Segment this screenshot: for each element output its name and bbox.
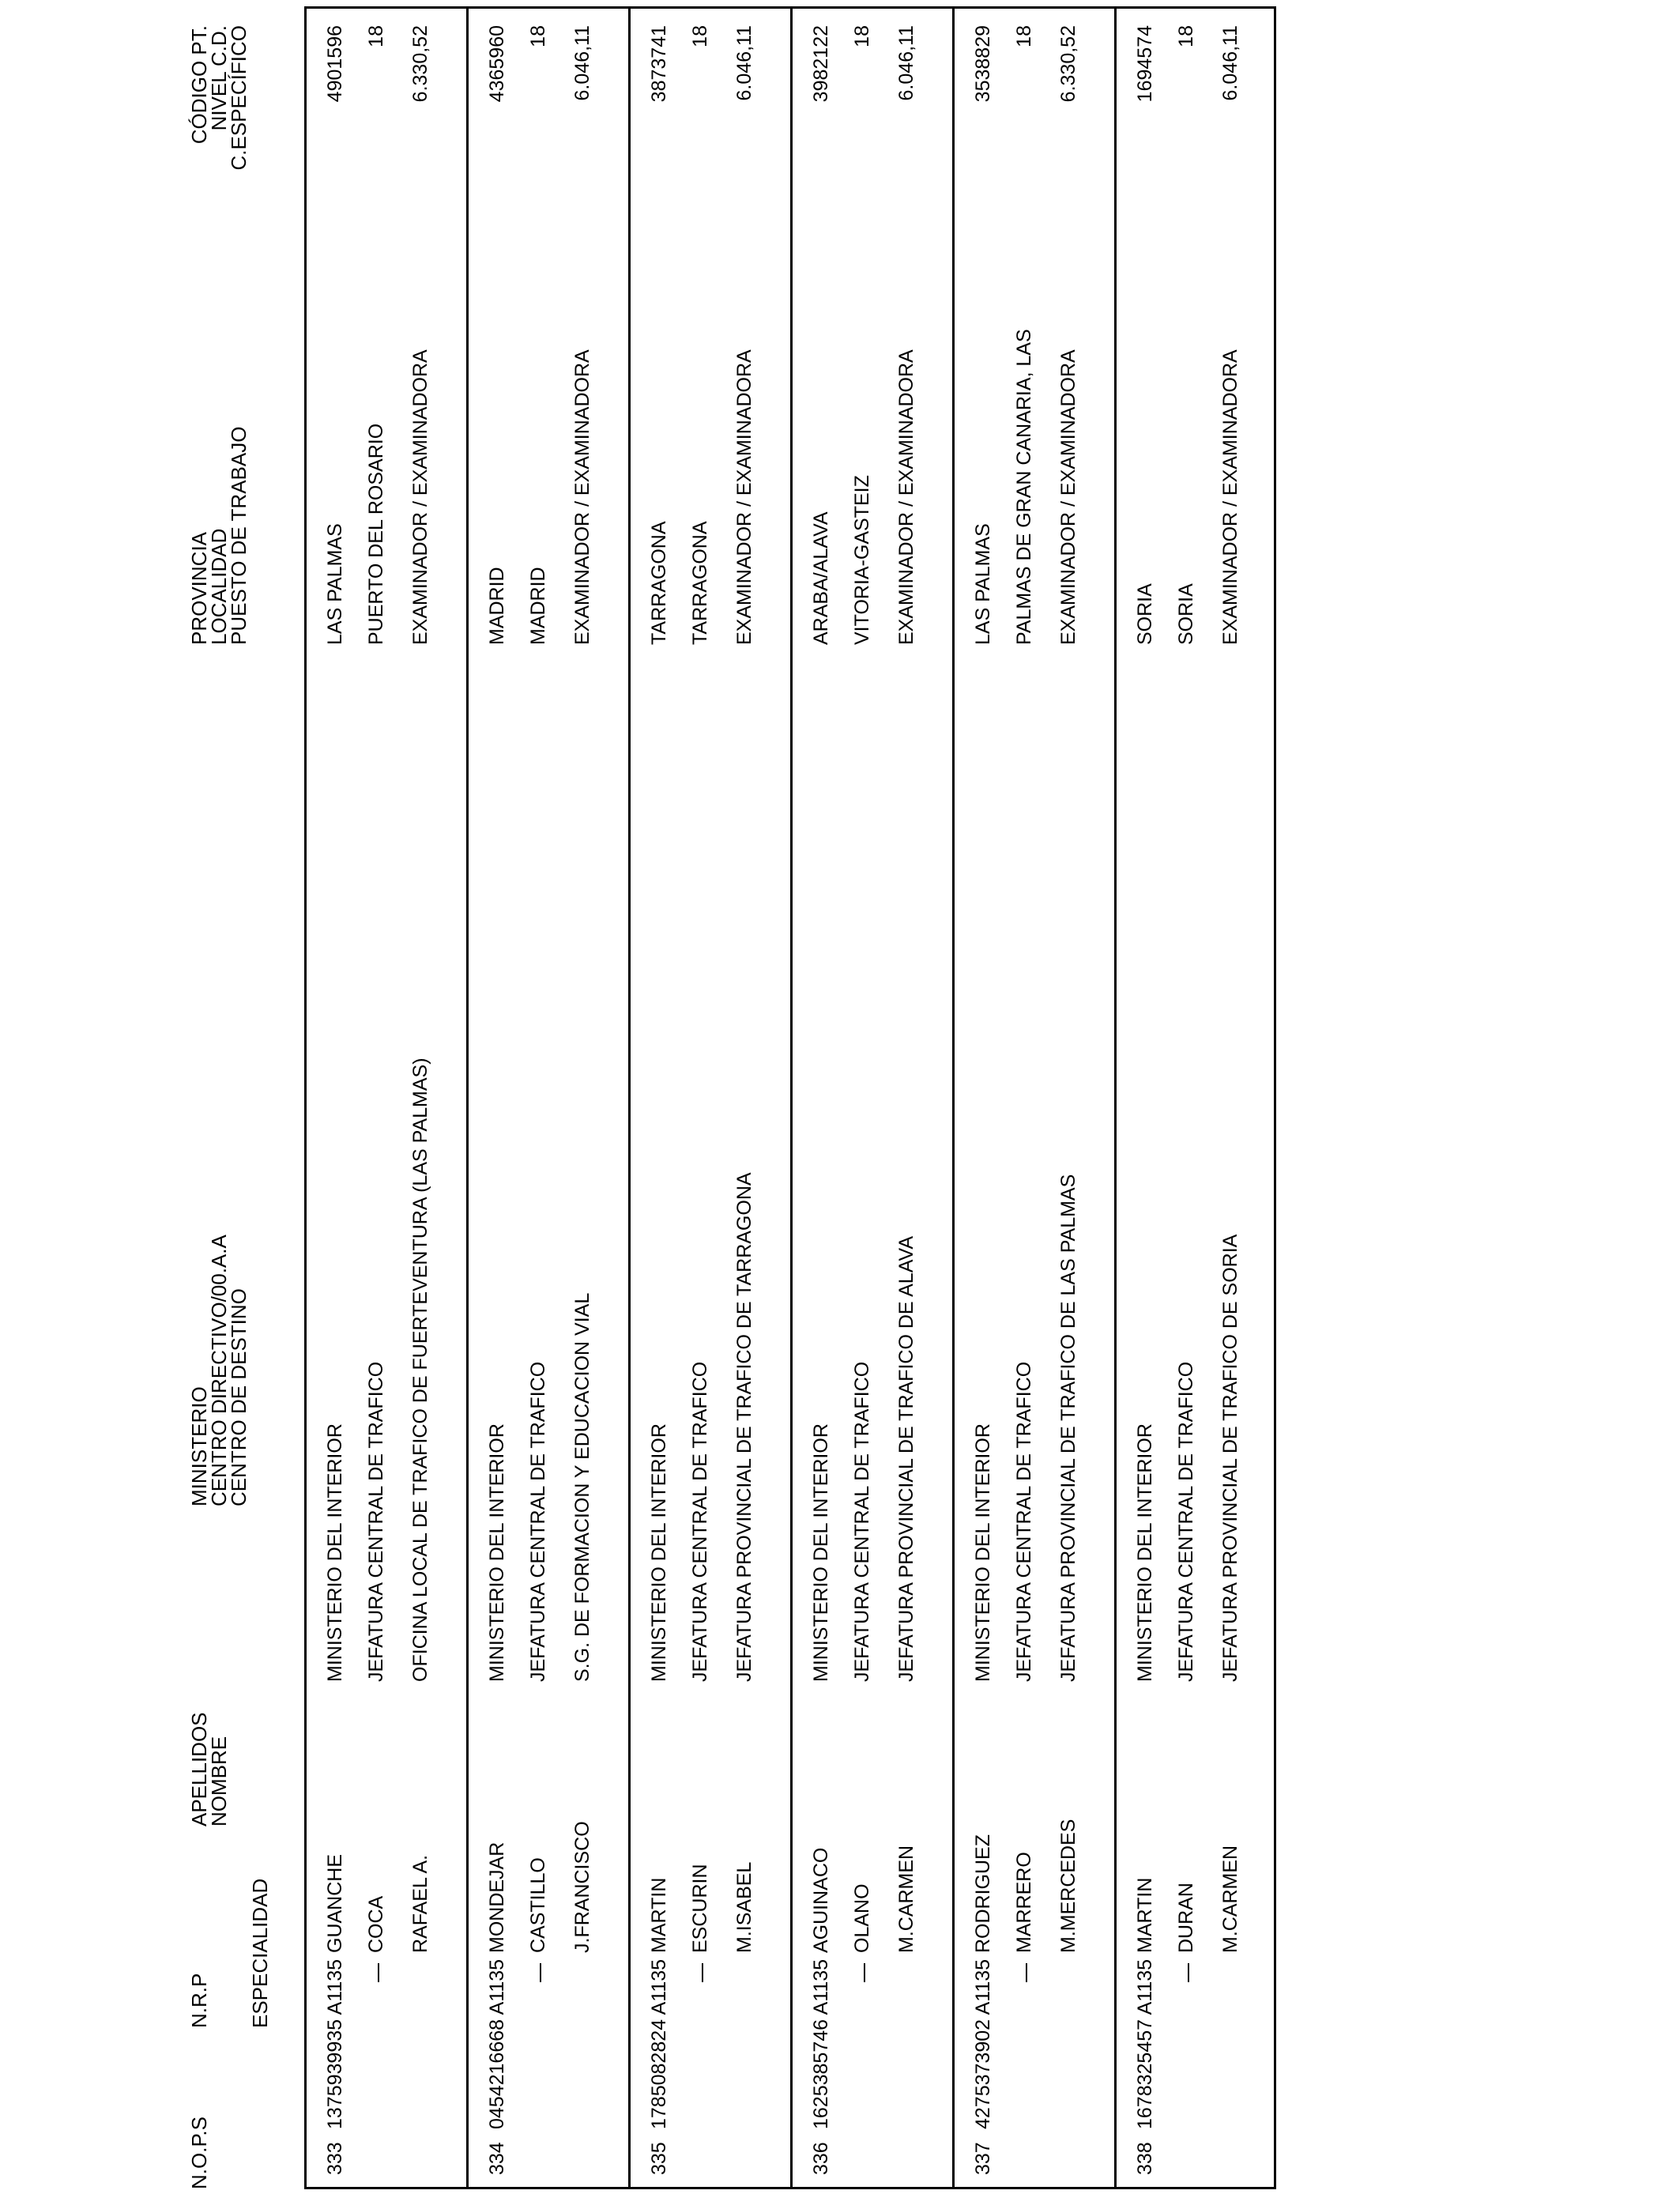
row-provincia: LAS PALMAS <box>972 523 994 645</box>
row-localidad: TARRAGONA <box>689 521 711 645</box>
row-apellido1: AGUINACO <box>810 1847 832 1953</box>
row-ministerio: MINISTERIO DEL INTERIOR <box>324 1423 346 1682</box>
row-nrp: 0454216668 A1135 <box>486 1958 508 2129</box>
row-nops: 333 <box>324 2142 346 2175</box>
row-nops: 335 <box>648 2142 670 2175</box>
row-especialidad <box>378 1963 379 1982</box>
row-apellido1: MARTIN <box>1134 1877 1156 1953</box>
row-nombre: M.CARMEN <box>895 1845 917 1953</box>
row-nivel: 18 <box>527 25 549 47</box>
row-nrp: 1375939935 A1135 <box>324 1958 346 2129</box>
row-centro-destino: JEFATURA PROVINCIAL DE TRAFICO DE ALAVA <box>895 1235 917 1682</box>
row-especialidad <box>1026 1963 1027 1982</box>
row-apellido1: GUANCHE <box>324 1853 346 1953</box>
header-centro-directivo: CENTRO DIRECTIVO/00.A.A <box>207 1235 231 1506</box>
row-especifico: 6.046,11 <box>895 25 917 101</box>
row-nops: 337 <box>972 2142 994 2175</box>
row-centro-destino: JEFATURA PROVINCIAL DE TRAFICO DE TARRAGONA <box>733 1172 755 1682</box>
row-localidad: MADRID <box>527 567 549 645</box>
row-nrp: 1678325457 A1135 <box>1134 1958 1156 2129</box>
row-centro-directivo: JEFATURA CENTRAL DE TRAFICO <box>1175 1361 1197 1682</box>
header-nivel: NIVEL C.D. <box>207 25 231 131</box>
row-centro-destino: JEFATURA PROVINCIAL DE TRAFICO DE LAS PALMAS <box>1057 1174 1079 1682</box>
row-nombre: M.MERCEDES <box>1057 1819 1079 1953</box>
row-ministerio: MINISTERIO DEL INTERIOR <box>810 1423 832 1682</box>
header-nrp: N.R.P <box>187 1973 211 2028</box>
row-nivel: 18 <box>851 25 873 47</box>
row-provincia: MADRID <box>486 567 508 645</box>
row-codigo: 3538829 <box>972 25 994 103</box>
row-nivel: 18 <box>1013 25 1035 47</box>
row-apellido2: OLANO <box>851 1883 873 1953</box>
row-puesto: EXAMINADOR / EXAMINADORA <box>1219 349 1241 645</box>
row-apellido2: MARRERO <box>1013 1852 1035 1953</box>
row-puesto: EXAMINADOR / EXAMINADORA <box>733 349 755 645</box>
row-puesto: EXAMINADOR / EXAMINADORA <box>1057 349 1079 645</box>
row-apellido1: MARTIN <box>648 1877 670 1953</box>
row-apellido2: DURAN <box>1175 1883 1197 1953</box>
row-especifico: 6.330,52 <box>1057 25 1079 103</box>
row-centro-directivo: JEFATURA CENTRAL DE TRAFICO <box>1013 1361 1035 1682</box>
row-apellido2: COCA <box>365 1895 387 1953</box>
row-nombre: M.CARMEN <box>1219 1845 1241 1953</box>
row-especifico: 6.330,52 <box>409 25 431 103</box>
header-especifico: C.ESPECÍFICO <box>227 25 250 171</box>
row-separator <box>1114 6 1117 2189</box>
row-separator <box>466 6 469 2189</box>
row-ministerio: MINISTERIO DEL INTERIOR <box>486 1423 508 1682</box>
row-centro-directivo: JEFATURA CENTRAL DE TRAFICO <box>851 1361 873 1682</box>
row-especialidad <box>702 1963 703 1982</box>
row-localidad: VITORIA-GASTEIZ <box>851 475 873 645</box>
row-localidad: SORIA <box>1175 583 1197 645</box>
row-nombre: RAFAEL A. <box>409 1854 431 1953</box>
row-nrp: 1785082824 A1135 <box>648 1958 670 2129</box>
row-codigo: 3982122 <box>810 25 832 103</box>
header-centro-destino: CENTRO DE DESTINO <box>227 1288 250 1506</box>
row-codigo: 4901596 <box>324 25 346 103</box>
header-nops: N.O.P.S <box>187 2116 211 2189</box>
row-nivel: 18 <box>365 25 387 47</box>
row-apellido1: MONDEJAR <box>486 1842 508 1953</box>
header-codigo: CÓDIGO PT. <box>187 25 211 145</box>
row-ministerio: MINISTERIO DEL INTERIOR <box>1134 1423 1156 1682</box>
row-localidad: PUERTO DEL ROSARIO <box>365 423 387 645</box>
row-especialidad <box>1188 1963 1189 1982</box>
header-provincia: PROVINCIA <box>187 531 211 645</box>
row-provincia: ARABA/ALAVA <box>810 511 832 645</box>
header-especialidad: ESPECIALIDAD <box>248 1878 272 2028</box>
row-provincia: LAS PALMAS <box>324 523 346 645</box>
row-puesto: EXAMINADOR / EXAMINADORA <box>571 349 593 645</box>
header-nombre: NOMBRE <box>207 1736 231 1826</box>
row-nops: 334 <box>486 2142 508 2175</box>
row-nivel: 18 <box>689 25 711 47</box>
header-apellidos: APELLIDOS <box>187 1712 211 1826</box>
row-especifico: 6.046,11 <box>1219 25 1241 101</box>
row-separator <box>790 6 793 2189</box>
header-ministerio: MINISTERIO <box>187 1386 211 1506</box>
row-especialidad <box>540 1963 541 1982</box>
row-apellido1: RODRIGUEZ <box>972 1834 994 1953</box>
row-codigo: 1694574 <box>1134 25 1156 103</box>
row-ministerio: MINISTERIO DEL INTERIOR <box>648 1423 670 1682</box>
row-ministerio: MINISTERIO DEL INTERIOR <box>972 1423 994 1682</box>
row-separator <box>628 6 631 2189</box>
header-puesto: PUESTO DE TRABAJO <box>227 426 250 645</box>
row-codigo: 4365960 <box>486 25 508 103</box>
row-centro-destino: JEFATURA PROVINCIAL DE TRAFICO DE SORIA <box>1219 1234 1241 1682</box>
row-centro-directivo: JEFATURA CENTRAL DE TRAFICO <box>527 1361 549 1682</box>
row-separator <box>952 6 955 2189</box>
row-provincia: TARRAGONA <box>648 521 670 645</box>
row-puesto: EXAMINADOR / EXAMINADORA <box>409 349 431 645</box>
row-apellido2: ESCURIN <box>689 1864 711 1953</box>
row-nrp: 1625385746 A1135 <box>810 1958 832 2129</box>
row-nivel: 18 <box>1175 25 1197 47</box>
row-apellido2: CASTILLO <box>527 1857 549 1953</box>
row-centro-destino: S.G. DE FORMACION Y EDUCACION VIAL <box>571 1292 593 1682</box>
row-nops: 336 <box>810 2142 832 2175</box>
row-puesto: EXAMINADOR / EXAMINADORA <box>895 349 917 645</box>
row-nrp: 4275373902 A1135 <box>972 1958 994 2129</box>
row-localidad: PALMAS DE GRAN CANARIA, LAS <box>1013 329 1035 645</box>
row-nops: 338 <box>1134 2142 1156 2175</box>
row-especialidad <box>864 1963 865 1982</box>
row-provincia: SORIA <box>1134 583 1156 645</box>
row-centro-destino: OFICINA LOCAL DE TRAFICO DE FUERTEVENTURA (LAS PALMAS) <box>409 1057 431 1682</box>
row-especifico: 6.046,11 <box>571 25 593 101</box>
header-localidad: LOCALIDAD <box>207 528 231 645</box>
row-nombre: J.FRANCISCO <box>571 1821 593 1953</box>
row-nombre: M.ISABEL <box>733 1861 755 1953</box>
row-codigo: 3873741 <box>648 25 670 103</box>
row-centro-directivo: JEFATURA CENTRAL DE TRAFICO <box>689 1361 711 1682</box>
row-especifico: 6.046,11 <box>733 25 755 101</box>
row-centro-directivo: JEFATURA CENTRAL DE TRAFICO <box>365 1361 387 1682</box>
